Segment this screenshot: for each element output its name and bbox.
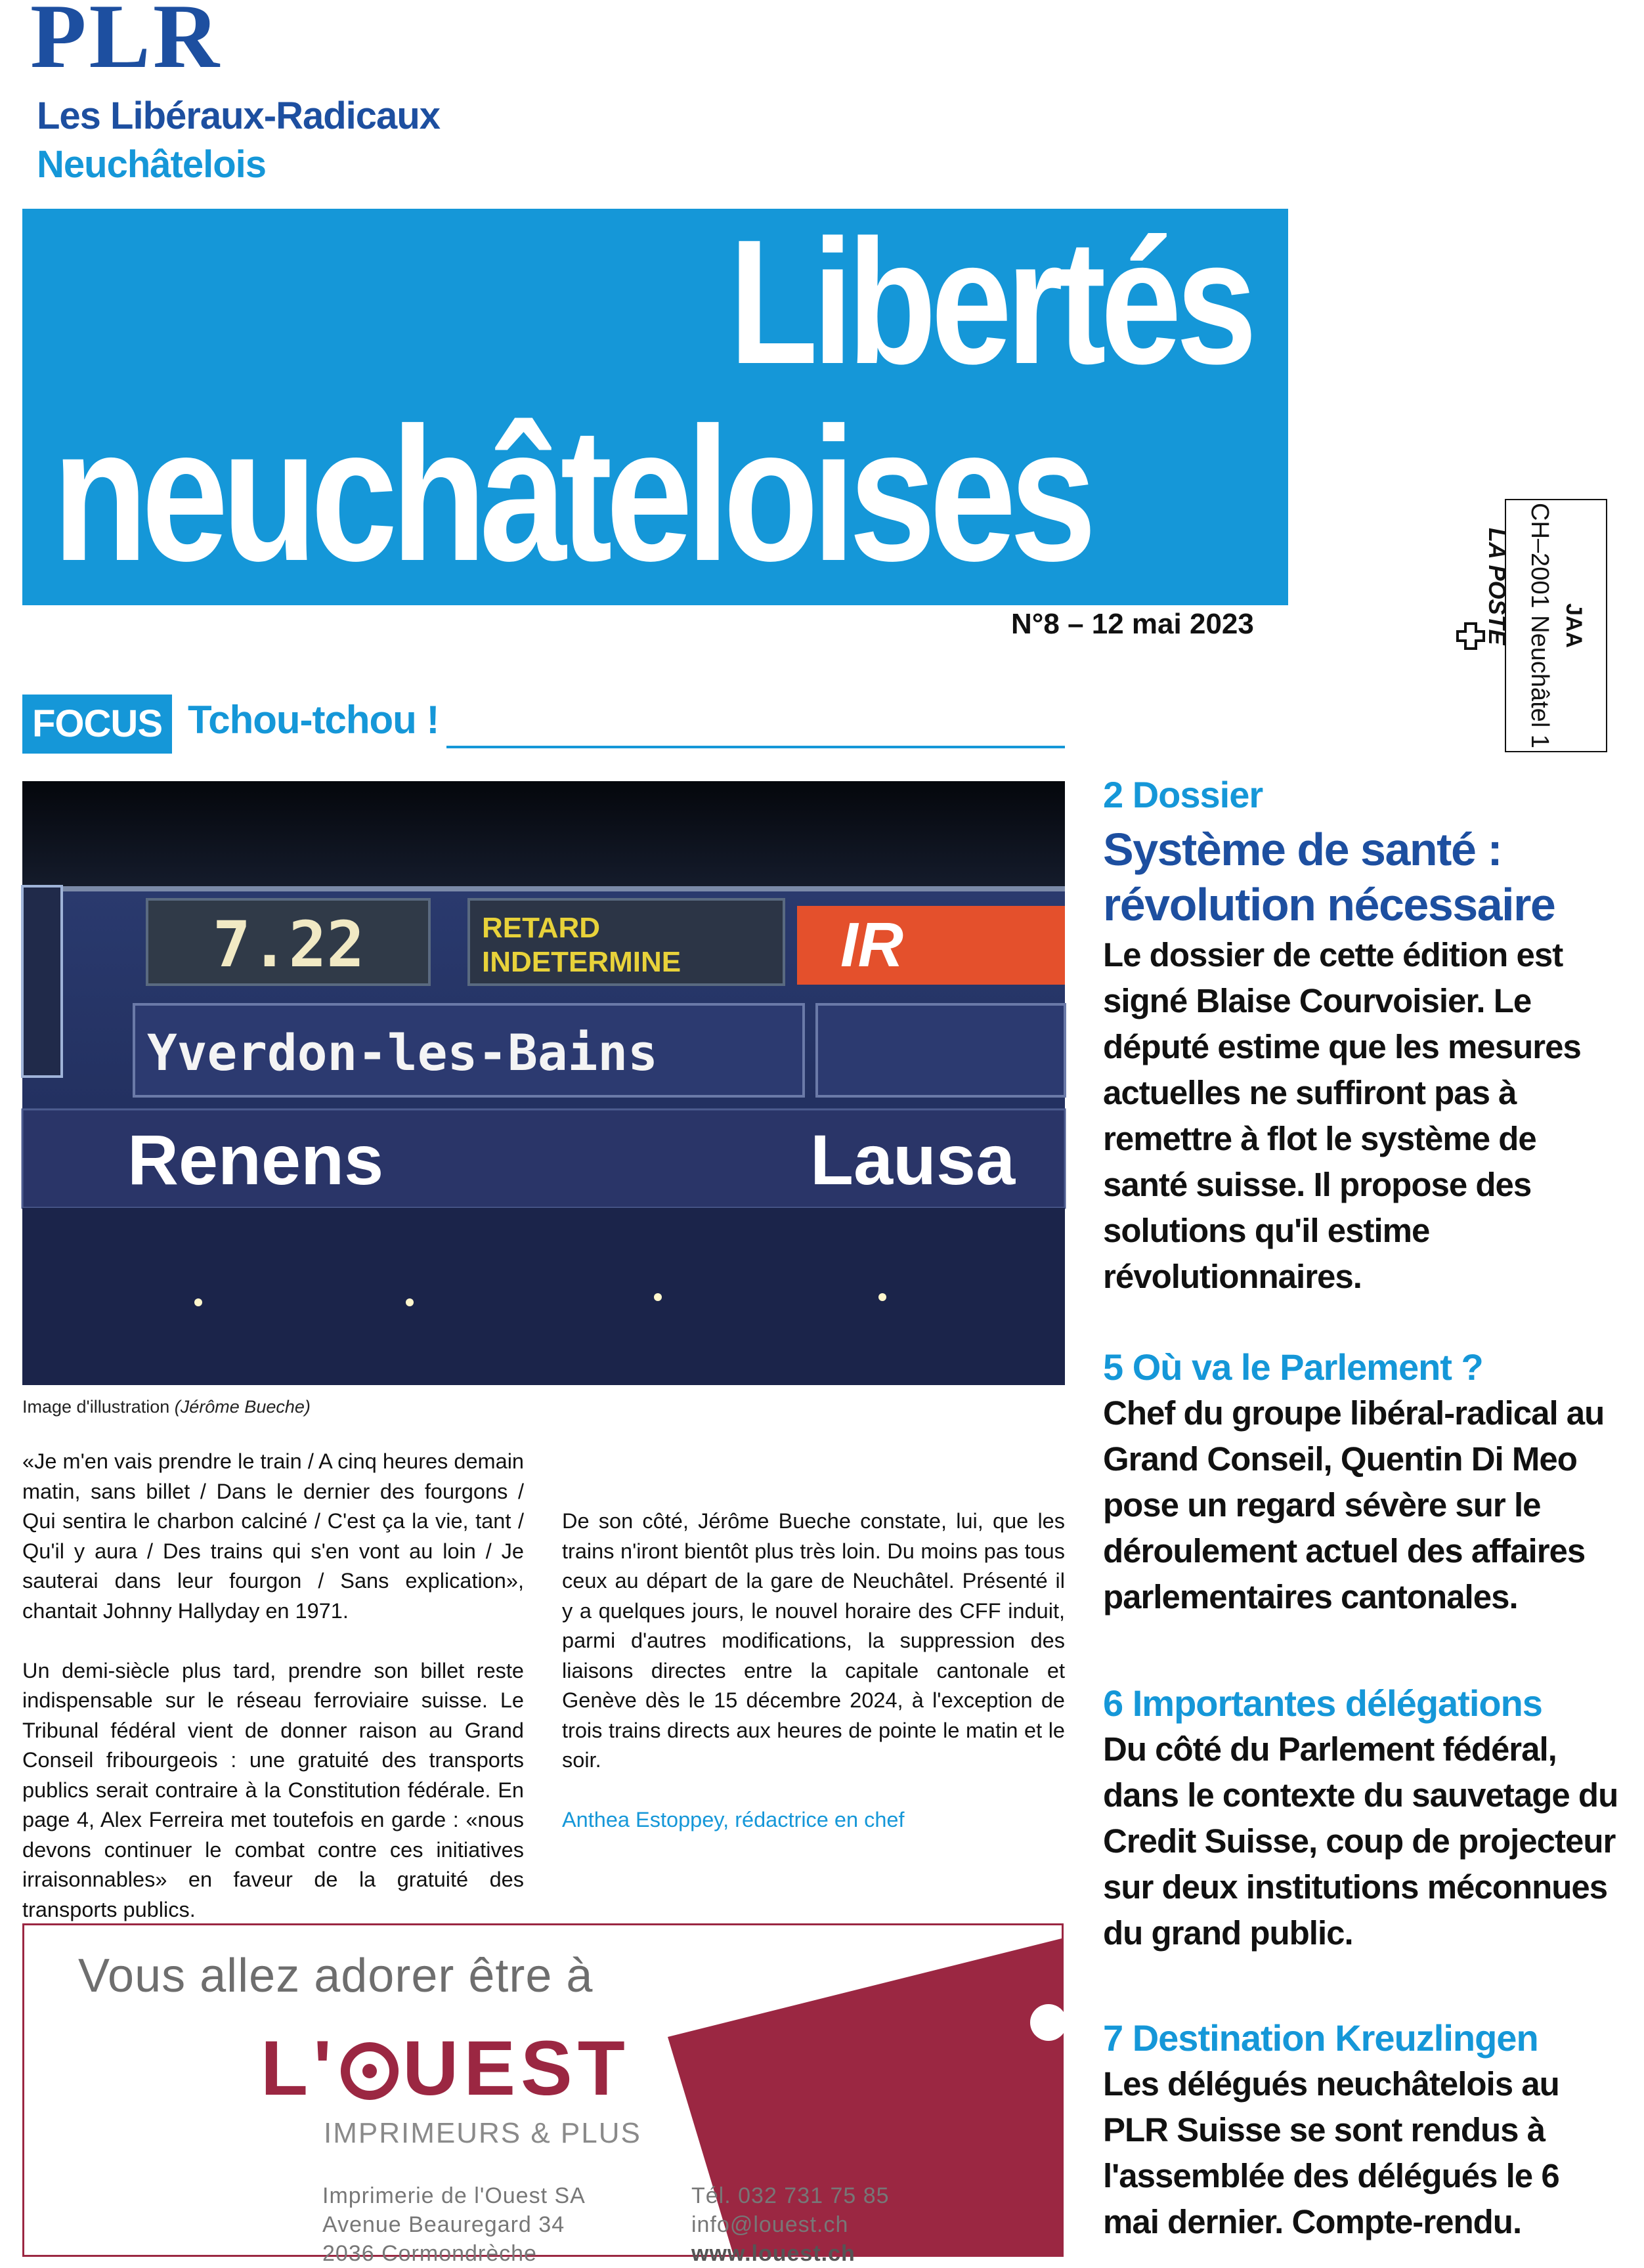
caption-text: Image d'illustration [22,1397,175,1417]
issue-number-date: N°8 – 12 mai 2023 [1011,608,1254,640]
teaser-dossier [1103,772,1622,1300]
ad-contact [691,2181,890,2268]
newspaper-title-line2: neuchâteloises [53,388,1091,601]
teaser-page-number: 7 [1103,2017,1123,2059]
teaser-heading [1103,772,1622,818]
teaser-body: Le dossier de cette édition est signé Blaise Courvoisier. Le député estime que les mesures actuelles ne suffiront pas à remettre à flot le système de santé suisse. Il propose des solutions qu'il estime révolutionnaires. [1103,936,1581,1295]
postal-city: CH–2001 Neuchâtel 1 [1526,503,1553,748]
board-via: Renens [127,1120,384,1199]
ad-headline: Vous allez adorer être à [78,1950,594,2002]
teaser-body: Chef du groupe libéral-radical au Grand Conseil, Quentin Di Meo pose un regard sévère sur le déroulement actuel des affaires parlementaires cantonales. [1103,1394,1605,1615]
teaser-page-number: 6 [1103,1682,1123,1724]
article-paragraph-1: «Je m'en vais prendre le train / A cinq heures demain matin, sans billet / Dans le dernier des fourgons / Qui sentira le charbon calciné / C'est ça la vie, tant / Qu'il y aura / Des trains qui s'en vont au loin / Je sauterai dans leur fourgon / Sans explication», chantait Johnny Hallyday en 1971. [22,1449,524,1623]
article-column-1 [22,1447,524,1925]
party-name-line1: Les Libéraux-Radicaux [37,95,440,137]
newspaper-title-banner [22,203,1288,605]
target-o-icon [341,2042,399,2100]
board-time: 7.22 [213,908,365,981]
board-status-line1: RETARD [482,912,601,944]
board-status-line2: INDETERMINE [482,946,681,978]
focus-title: Tchou-tchou ! [188,698,439,742]
ad-brand-prefix: L' [261,2025,337,2112]
departure-board-photo [22,781,1065,1385]
teaser-page-number: 5 [1103,1346,1123,1388]
teaser-delegations [1103,1680,1622,1956]
ad-tagline: IMPRIMEURS & PLUS [324,2117,641,2149]
teaser-body: Les délégués neuchâtelois au PLR Suisse se sont rendus à l'assemblée des délégués le 6 mai dernier. Compte-rendu. [1103,2065,1559,2240]
focus-divider [446,746,1065,748]
article-paragraph-3: De son côté, Jérôme Bueche constate, lui, que les trains n'iront bientôt plus très loin. Du moins pas tous ceux au départ de la gare de Neuchâtel. Présenté il y a quelques jours, le nouvel horaire des CFF induit, parmi d'autres modifications, la suppression des liaisons directes entre la capitale cantonale et Genève dès le 15 décembre 2024, à l'exception de trois trains directs aux heures de pointe le matin et le soir. [562,1509,1065,1772]
teaser-section: Importantes délégations [1132,1682,1542,1724]
ad-address [322,2181,586,2268]
ad-website-link[interactable]: www.louest.ch [691,2241,855,2266]
la-poste-text: LA POSTE [1484,528,1511,645]
board-via2: Lausa [810,1120,1016,1199]
newspaper-title-line1: Libertés [729,203,1251,401]
ad-address-line: 2036 Cormondrèche [322,2241,537,2266]
postal-franking-box [1505,499,1607,752]
ad-address-line: Imprimerie de l'Ouest SA [322,2183,586,2208]
article-paragraph-2: Un demi-siècle plus tard, prendre son billet reste indispensable sur le réseau ferroviaire suisse. Le Tribunal fédéral vient de donner raison au Grand Conseil fribourgeois : une gratuité des transports publics serait contraire à la Constitution fédérale. En page 4, Alex Ferreira met toutefois en garde : «nous devons continuer le combat contre ces initiatives irraisonnables» en faveur de la gratuité des transports publics. [22,1658,524,1921]
board-destination: Yverdon-les-Bains [147,1023,658,1082]
teaser-parlement [1103,1344,1622,1620]
teaser-heading [1103,2015,1622,2061]
teaser-body: Du côté du Parlement fédéral, dans le contexte du sauvetage du Credit Suisse, coup de projecteur sur deux institutions méconnues du grand public. [1103,1730,1618,1952]
teaser-heading [1103,1344,1622,1390]
ad-address-line: Avenue Beauregard 34 [322,2212,565,2237]
party-name-line2: Neuchâtelois [37,143,266,186]
caption-credit: (Jérôme Bueche) [174,1397,311,1417]
ad-phone: Tél. 032 731 75 85 [691,2183,890,2208]
teaser-section: Dossier [1132,774,1263,815]
board-train-type: IR [840,910,903,980]
party-name [37,92,440,189]
ad-brand-main: UEST [402,2025,630,2112]
article-column-2 [562,1447,1065,1865]
article-author: Anthea Estoppey, rédactrice en chef [562,1808,905,1831]
ad-brand-logo [261,2024,630,2113]
plr-logo: PLR [30,0,222,87]
teaser-page-number: 2 [1103,774,1123,815]
la-poste-logo [1442,525,1511,645]
ad-email-link[interactable]: info@louest.ch [691,2212,849,2237]
photo-caption [22,1397,311,1417]
teaser-section: Destination Kreuzlingen [1132,2017,1538,2059]
teaser-kreuzlingen [1103,2015,1622,2245]
focus-tag: FOCUS [22,695,172,754]
teaser-heading [1103,1680,1622,1726]
teaser-section: Où va le Parlement ? [1132,1346,1483,1388]
postal-code: JAA [1561,603,1586,649]
printer-advertisement [22,1923,1064,2266]
teaser-headline: Système de santé : révolution nécessaire [1103,824,1555,930]
